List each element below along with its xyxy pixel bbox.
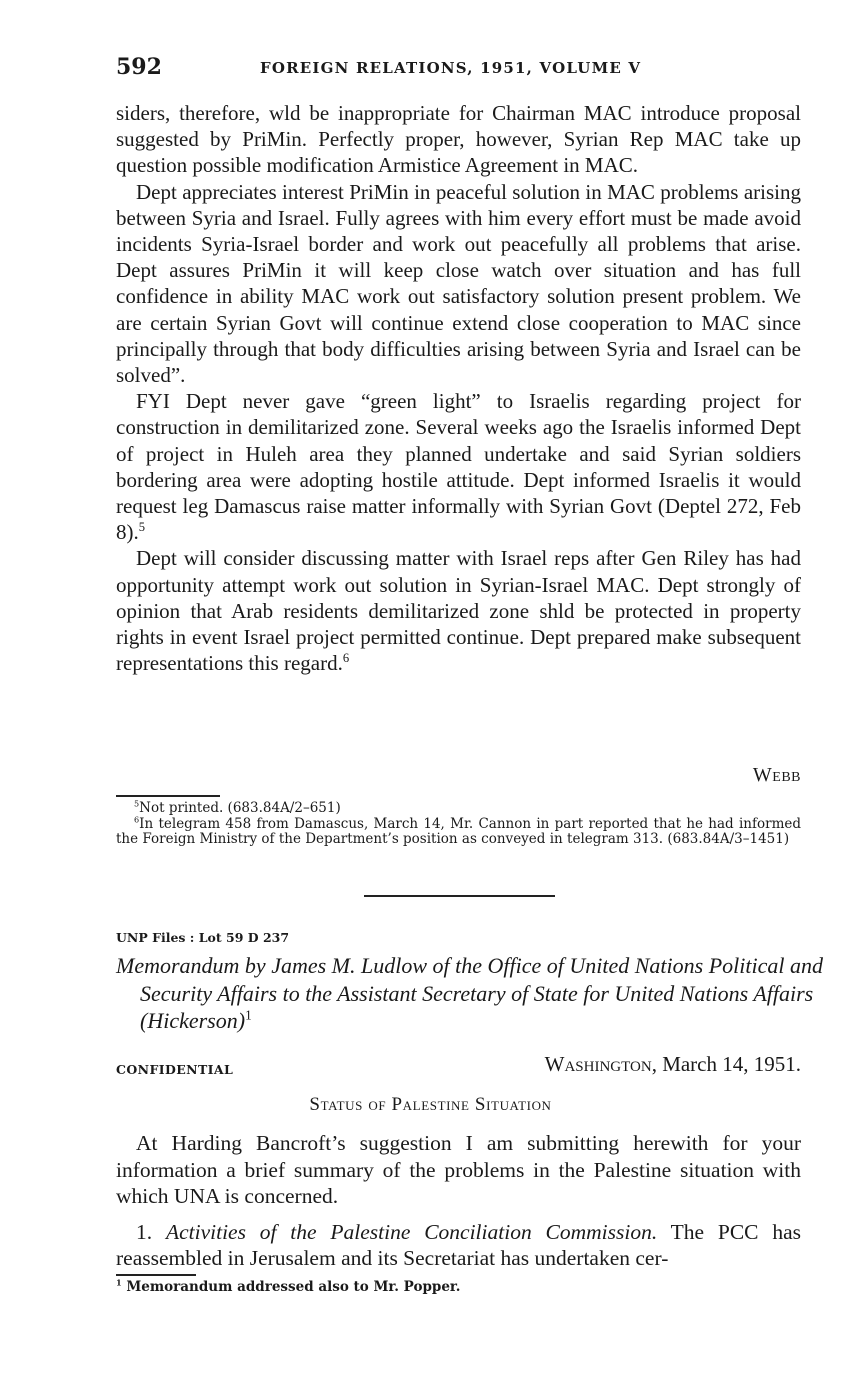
footnote-text: In telegram 458 from Damascus, March 14, Mr. Cannon in part reported that he had informed the Foreign Ministry of the Department’s position as conveyed in telegram 313. (683.84A/3–1451) [116,815,801,847]
dateline-date: , March 14, 1951. [651,1052,801,1076]
paragraph-text: Dept will consider discussing matter with Israel reps after Gen Riley has had opportunity attempt work out solution in Syrian-Israel MAC. Dept strongly of opinion that Arab residents demilitarized zone shld be protected in property rights in event Israel project permitted continue. Dept prepared make subsequent representations this regard. [116,546,801,676]
signature: Webb [752,764,801,786]
footnote-mark: 1 [116,1277,122,1288]
telegram-paragraph [116,179,801,389]
item-heading: Activities of the Palestine Conciliation Commission. [165,1219,658,1244]
memo-paragraph [116,1130,801,1210]
footnote-text: Not printed. (683.84A/2–651) [139,800,341,816]
memo-title-recipient: (Hickerson) [140,1008,246,1033]
telegram-paragraph [116,388,801,545]
memo-body [116,1130,801,1272]
paragraph-text: The PCC has reassembled in Jerusalem and its Secretariat has undertaken cer- [116,1219,801,1270]
paragraph-text: FYI Dept never gave “green light” to Israelis regarding project for construction in demilitarized zone. Several weeks ago the Israelis informed Dept of project in Huleh area they planned undertake and said Syrian soldiers bordering area were adopting hostile attitude. Dept informed Israelis it would request leg Damascus raise matter informally with Syrian Govt (Deptel 272, Feb 8). [116,389,801,545]
telegram-paragraph [116,545,801,676]
footnote-rule [116,795,220,797]
footnote [116,814,801,848]
memo-title [116,952,830,1035]
memo-paragraph [116,1219,801,1272]
paragraph-text: At Harding Bancroft’s suggestion I am submitting herewith for your information a brief summary of the problems in the Palestine situation with which UNA is concerned. [116,1131,801,1208]
classification-label: CONFIDENTIAL [116,1062,234,1077]
footnote-text: Memorandum addressed also to Mr. Popper. [126,1279,461,1295]
page-header [116,54,801,84]
telegram-body [116,100,801,676]
memo-subject: Status of Palestine Situation [309,1094,552,1115]
footnote-ref: 1 [245,1007,252,1023]
source-note: UNP Files : Lot 59 D 237 [116,930,290,945]
running-title: FOREIGN RELATIONS, 1951, VOLUME V [260,59,642,77]
dateline-place: Washington [544,1052,652,1076]
footnotes-block [116,798,801,848]
dateline [545,1052,801,1077]
footnote-ref: 6 [342,651,350,666]
footnote-mark: 5 [134,798,140,809]
footnote-ref: 5 [138,520,146,535]
telegram-paragraph [116,100,801,179]
page-number: 592 [116,54,162,80]
paragraph-text: siders, therefore, wld be inappropriate for Chairman MAC introduce proposal suggested by PriMin. Perfectly proper, however, Syrian Rep MAC take up question possible modification Armistice Agreement in MAC. [116,101,801,178]
paragraph-text: Dept appreciates interest PriMin in peaceful solution in MAC problems arising between Syria and Israel. Fully agrees with him every effort must be made avoid incidents Syria-Israel border and work out peacefully all problems that arise. Dept assures PriMin it will keep close watch over situation and has full confidence in ability MAC work out satisfactory solution present problem. We are certain Syrian Govt will continue extend close cooperation to MAC since principally through that body difficulties arising between Syria and Israel can be solved”. [116,179,801,388]
section-separator [364,895,555,897]
memo-title-text: Memorandum by James M. Ludlow of the Office of United Nations Political and Security Affairs to the Assistant Secretary of State for United Nations Affairs [116,953,823,1006]
footnote-mark: 6 [134,814,140,824]
footnote-rule [116,1274,196,1276]
item-number: 1. [136,1219,166,1244]
footnote [116,1279,461,1295]
footnote [116,798,801,817]
